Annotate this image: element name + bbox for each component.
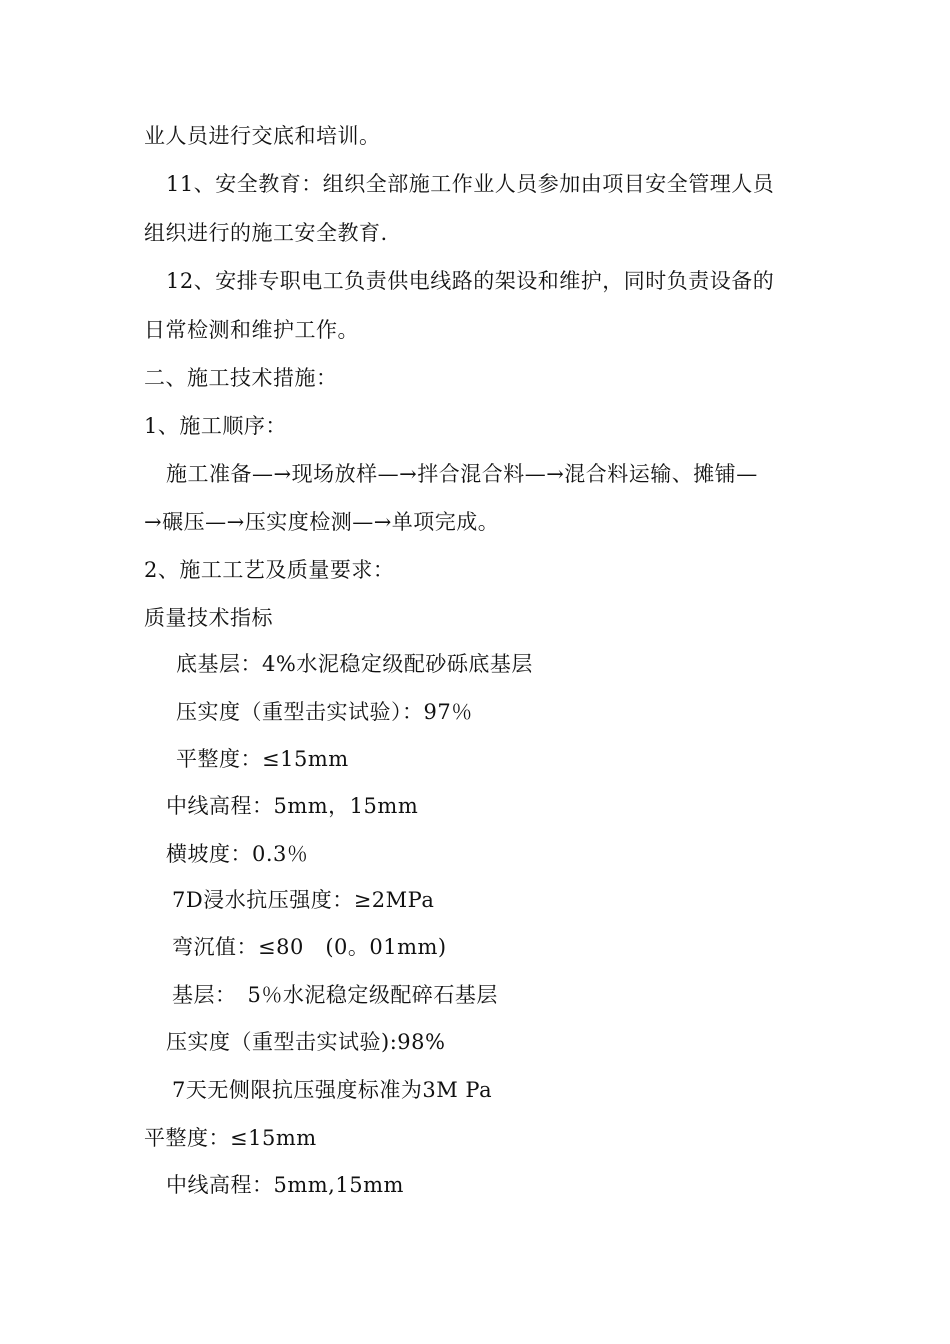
spec-line: 平整度：≤15mm	[176, 747, 349, 771]
text-line: 质量技术指标	[144, 606, 273, 630]
subsection-heading: 1、施工顺序：	[144, 414, 287, 438]
spec-line: 基层： 5％水泥稳定级配碎石基层	[172, 983, 498, 1007]
text-line: 12、安排专职电工负责供电线路的架设和维护，同时负责设备的	[166, 269, 775, 293]
spec-line: 平整度：≤15mm	[144, 1126, 317, 1150]
spec-line: 7D浸水抗压强度：≥2MPa	[172, 888, 435, 912]
spec-line: 7天无侧限抗压强度标准为3M Pa	[172, 1078, 493, 1102]
spec-line: 压实度（重型击实试验):98%	[166, 1030, 446, 1054]
text-line: 日常检测和维护工作。	[144, 318, 359, 342]
spec-line: 压实度（重型击实试验）：97％	[176, 700, 473, 724]
text-line: 业人员进行交底和培训。	[144, 124, 381, 148]
spec-line: 弯沉值：≤80 (0。01mm)	[172, 935, 447, 959]
text-line: 施工准备—→现场放样—→拌合混合料—→混合料运输、摊铺—	[166, 462, 758, 486]
section-heading: 二、施工技术措施：	[144, 366, 338, 390]
subsection-heading: 2、施工工艺及质量要求：	[144, 558, 395, 582]
text-line: →碾压—→压实度检测—→单项完成。	[144, 510, 500, 534]
spec-line: 中线高程：5mm，15mm	[166, 794, 419, 818]
spec-line: 中线高程：5mm,15mm	[166, 1173, 404, 1197]
spec-line: 底基层：4%水泥稳定级配砂砾底基层	[176, 652, 533, 676]
text-line: 11、安全教育：组织全部施工作业人员参加由项目安全管理人员	[166, 172, 775, 196]
spec-line: 横坡度：0.3％	[166, 842, 309, 866]
text-line: 组织进行的施工安全教育.	[144, 221, 388, 245]
